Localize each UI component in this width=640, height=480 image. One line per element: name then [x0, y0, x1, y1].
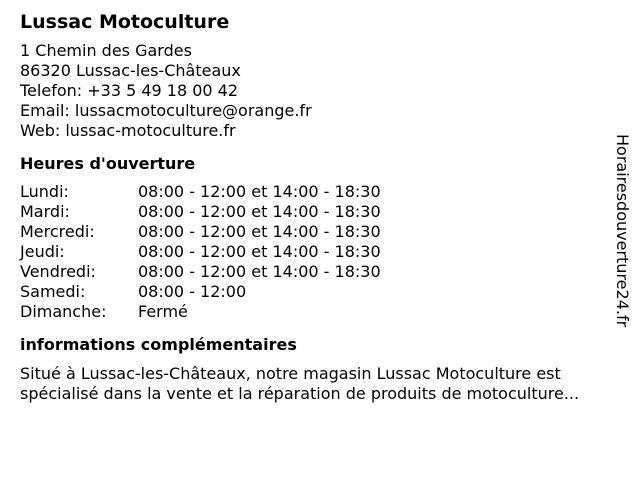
description-line-2: spécialisé dans la vente et la réparation de produits de motoculture... — [20, 384, 580, 403]
hours-row-wednesday — [20, 222, 620, 242]
time-value: 08:00 - 12:00 et 14:00 - 18:30 — [138, 222, 381, 241]
time-value: 08:00 - 12:00 et 14:00 - 18:30 — [138, 182, 381, 201]
day-label: Vendredi: — [20, 262, 96, 281]
day-label: Dimanche: — [20, 302, 107, 321]
day-label: Mardi: — [20, 202, 70, 221]
hours-row-thursday — [20, 242, 620, 262]
info-heading: informations complémentaires — [20, 335, 297, 354]
time-value: 08:00 - 12:00 et 14:00 - 18:30 — [138, 242, 381, 261]
hours-row-tuesday — [20, 202, 620, 222]
address-line-1: 1 Chemin des Gardes — [20, 41, 192, 60]
hours-table — [20, 182, 620, 322]
hours-heading: Heures d'ouverture — [20, 154, 196, 173]
store-name: Lussac Motoculture — [20, 11, 230, 33]
time-value: Fermé — [138, 302, 188, 321]
store-description — [20, 364, 620, 404]
hours-row-sunday — [20, 302, 620, 322]
time-value: 08:00 - 12:00 — [138, 282, 247, 301]
description-line-1: Situé à Lussac-les-Châteaux, notre magasin Lussac Motoculture est — [20, 364, 561, 383]
day-label: Samedi: — [20, 282, 86, 301]
hours-row-saturday — [20, 282, 620, 302]
hours-row-monday — [20, 182, 620, 202]
day-label: Lundi: — [20, 182, 69, 201]
time-value: 08:00 - 12:00 et 14:00 - 18:30 — [138, 202, 381, 221]
brand-watermark: Horairesdouverture24.fr — [613, 134, 632, 328]
day-label: Mercredi: — [20, 222, 95, 241]
email-line: Email: lussacmotoculture@orange.fr — [20, 101, 312, 120]
time-value: 08:00 - 12:00 et 14:00 - 18:30 — [138, 262, 381, 281]
day-label: Jeudi: — [20, 242, 65, 261]
store-card — [20, 10, 620, 404]
address-line-2: 86320 Lussac-les-Châteaux — [20, 61, 241, 80]
hours-row-friday — [20, 262, 620, 282]
phone-line: Telefon: +33 5 49 18 00 42 — [20, 81, 239, 100]
web-line: Web: lussac-motoculture.fr — [20, 121, 236, 140]
